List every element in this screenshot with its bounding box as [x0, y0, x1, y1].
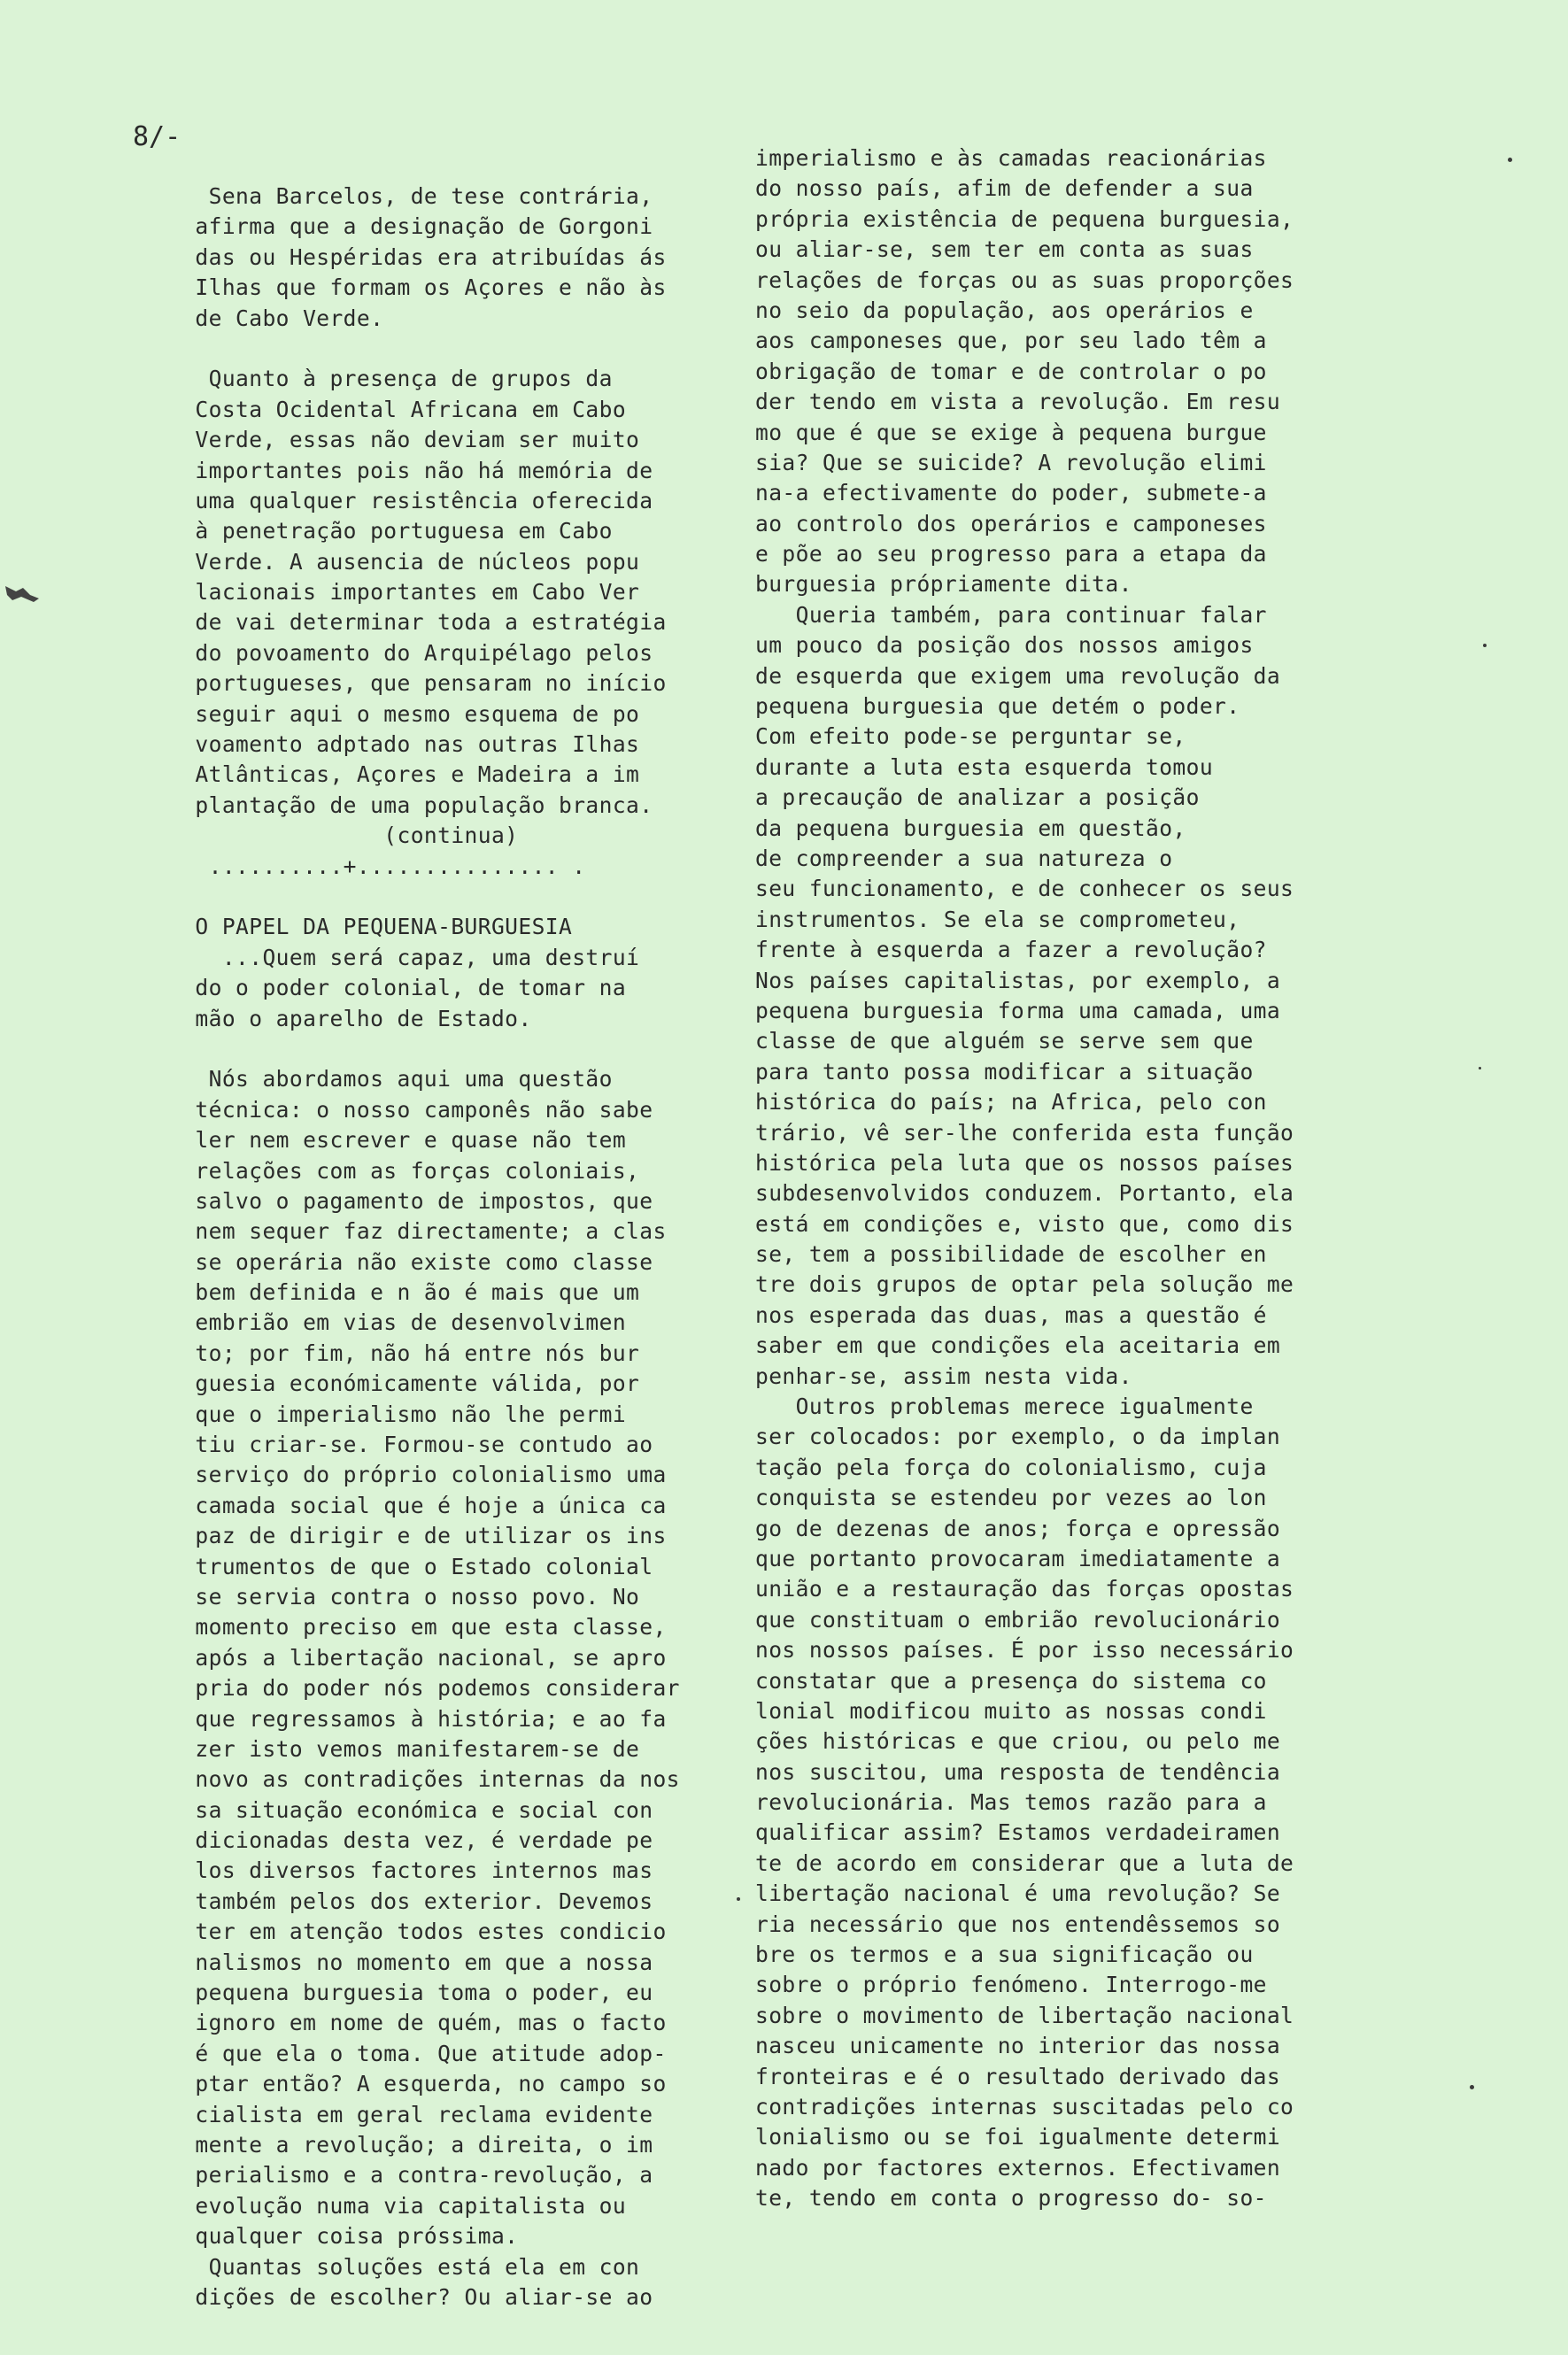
- text-line: lonial modificou muito as nossas condi: [755, 1697, 1267, 1724]
- text-line: evolução numa via capitalista ou: [168, 2192, 627, 2219]
- text-line: da pequena burguesia em questão,: [755, 815, 1186, 841]
- text-line: de esquerda que exigem uma revolução da: [755, 662, 1281, 689]
- text-line: frente à esquerda a fazer a revolução?: [755, 937, 1267, 963]
- text-line: técnica: o nosso camponês não sabe: [168, 1096, 653, 1123]
- text-line: um pouco da posição dos nossos amigos: [755, 632, 1254, 659]
- text-line: ...Quem será capaz, uma destruí: [168, 944, 640, 970]
- text-line: penhar-se, assim nesta vida.: [755, 1363, 1132, 1389]
- text-line: ignoro em nome de quém, mas o facto: [168, 2010, 667, 2036]
- text-line: ria necessário que nos entendêssemos so: [755, 1911, 1281, 1937]
- text-line: qualquer coisa próssima.: [168, 2223, 519, 2250]
- text-line: embrião em vias de desenvolvimen: [168, 1309, 627, 1336]
- text-line: nos esperada das duas, mas a questão é: [755, 1301, 1267, 1328]
- text-line: (continua): [168, 822, 519, 849]
- text-line: ptar então? A esquerda, no campo so: [168, 2071, 667, 2097]
- text-line: to; por fim, não há entre nós bur: [168, 1340, 640, 1366]
- text-line: que o imperialismo não lhe permi: [168, 1401, 627, 1427]
- text-line: [168, 1034, 735, 1064]
- text-line: que regressamos à história; e ao fa: [168, 1705, 667, 1732]
- text-line: de vai determinar toda a estratégia: [168, 609, 667, 636]
- text-line: Verde. A ausencia de núcleos popu: [168, 548, 640, 575]
- text-line: trário, vê ser-lhe conferida esta função: [755, 1119, 1294, 1146]
- text-line: subdesenvolvidos conduzem. Portanto, ela: [755, 1180, 1294, 1207]
- text-line: união e a restauração das forças opostas: [755, 1576, 1294, 1602]
- text-line: nalismos no momento em que a nossa: [168, 1949, 653, 1975]
- text-line: nos nossos países. É por isso necessário: [755, 1637, 1294, 1664]
- text-line: do povoamento do Arquipélago pelos: [168, 639, 653, 666]
- text-line: do o poder colonial, de tomar na: [168, 975, 627, 1001]
- text-line: nos suscitou, uma resposta de tendência: [755, 1758, 1281, 1785]
- text-line: novo as contradições internas da nos: [168, 1766, 680, 1793]
- text-line: própria existência de pequena burguesia,: [755, 205, 1294, 232]
- text-line: Ilhas que formam os Açores e não às: [168, 274, 667, 301]
- text-line: que constituam o embrião revolucionário: [755, 1606, 1281, 1633]
- text-line: do nosso país, afim de defender a sua: [755, 175, 1254, 202]
- text-line: seu funcionamento, e de conhecer os seus: [755, 876, 1294, 902]
- paper-speck: [1479, 1067, 1481, 1069]
- left-text-column: [168, 181, 735, 2313]
- text-line: ou aliar-se, sem ter em conta as suas: [755, 236, 1254, 263]
- text-line: nasceu unicamente no interior das nossa: [755, 2033, 1281, 2059]
- text-line: ..........+............... .: [168, 853, 586, 879]
- text-line: lacionais importantes em Cabo Ver: [168, 579, 640, 606]
- text-line: das ou Hespéridas era atribuídas ás: [168, 243, 667, 270]
- text-line: histórica do país; na Africa, pelo con: [755, 1089, 1267, 1116]
- text-line: relações de forças ou as suas proporções: [755, 266, 1294, 293]
- text-line: [168, 882, 735, 912]
- text-line: também pelos dos exterior. Devemos: [168, 1888, 653, 1914]
- text-line: e põe ao seu progresso para a etapa da: [755, 541, 1267, 568]
- text-line: ler nem escrever e quase não tem: [168, 1127, 627, 1154]
- text-line: paz de dirigir e de utilizar os ins: [168, 1523, 667, 1549]
- text-line: relações com as forças coloniais,: [168, 1157, 640, 1184]
- text-line: Sena Barcelos, de tese contrária,: [168, 183, 653, 209]
- text-line: trumentos de que o Estado colonial: [168, 1553, 653, 1579]
- text-line: constatar que a presença do sistema co: [755, 1667, 1267, 1694]
- text-line: sia? Que se suicide? A revolução elimi: [755, 449, 1267, 475]
- text-line: te, tendo em conta o progresso do- so-: [755, 2185, 1267, 2212]
- text-line: qualificar assim? Estamos verdadeiramen: [755, 1819, 1281, 1846]
- paper-speck: [1470, 2085, 1474, 2089]
- text-line: [168, 334, 735, 364]
- text-line: pria do poder nós podemos considerar: [168, 1675, 680, 1702]
- text-line: mão o aparelho de Estado.: [168, 1005, 532, 1031]
- text-line: de Cabo Verde.: [168, 305, 384, 331]
- text-line: nem sequer faz directamente; a clas: [168, 1218, 667, 1245]
- text-line: instrumentos. Se ela se comprometeu,: [755, 906, 1240, 932]
- text-line: histórica pela luta que os nossos países: [755, 1149, 1294, 1176]
- text-line: los diversos factores internos mas: [168, 1857, 653, 1884]
- text-line: tação pela força do colonialismo, cuja: [755, 1454, 1267, 1480]
- text-line: Nós abordamos aqui uma questão: [168, 1066, 613, 1093]
- text-line: O PAPEL DA PEQUENA-BURGUESIA: [168, 914, 573, 940]
- text-line: libertação nacional é uma revolução? Se: [755, 1880, 1281, 1907]
- text-line: ser colocados: por exemplo, o da implan: [755, 1424, 1281, 1450]
- text-line: dicionadas desta vez, é verdade pe: [168, 1827, 653, 1854]
- text-line: voamento adptado nas outras Ilhas: [168, 731, 640, 758]
- text-line: imperialismo e às camadas reacionárias: [755, 145, 1267, 171]
- text-line: Verde, essas não deviam ser muito: [168, 427, 640, 453]
- text-line: Quanto à presença de grupos da: [168, 366, 613, 392]
- ink-smudge-icon: [4, 577, 41, 607]
- text-line: fronteiras e é o resultado derivado das: [755, 2063, 1281, 2089]
- text-line: bem definida e n ão é mais que um: [168, 1279, 640, 1306]
- text-line: pequena burguesia toma o poder, eu: [168, 1980, 653, 2006]
- text-line: ao controlo dos operários e camponeses: [755, 510, 1267, 537]
- text-line: tiu criar-se. Formou-se contudo ao: [168, 1432, 653, 1458]
- text-line: lonialismo ou se foi igualmente determi: [755, 2124, 1281, 2150]
- text-line: dições de escolher? Ou aliar-se ao: [168, 2283, 653, 2310]
- text-line: conquista se estendeu por vezes ao lon: [755, 1485, 1267, 1511]
- text-line: serviço do próprio colonialismo uma: [168, 1462, 667, 1488]
- text-line: perialismo e a contra-revolução, a: [168, 2162, 653, 2189]
- text-line: sobre o movimento de libertação nacional: [755, 2002, 1294, 2028]
- text-line: de compreender a sua natureza o: [755, 845, 1173, 871]
- text-line: se servia contra o nosso povo. No: [168, 1583, 640, 1610]
- text-line: cialista em geral reclama evidente: [168, 2101, 653, 2127]
- text-line: está em condições e, visto que, como dis: [755, 1210, 1294, 1237]
- text-line: sobre o próprio fenómeno. Interrogo-me: [755, 1972, 1267, 1998]
- text-line: à penetração portuguesa em Cabo: [168, 518, 613, 544]
- text-line: bre os termos e a sua significação ou: [755, 1942, 1254, 1968]
- text-line: plantação de uma população branca.: [168, 791, 653, 818]
- text-line: guesia económicamente válida, por: [168, 1371, 640, 1397]
- paper-speck: [1483, 644, 1487, 647]
- text-line: contradições internas suscitadas pelo co: [755, 2094, 1294, 2120]
- right-text-column: [755, 143, 1428, 2214]
- text-line: mente a revolução; a direita, o im: [168, 2132, 653, 2158]
- text-line: portugueses, que pensaram no início: [168, 670, 667, 697]
- text-line: para tanto possa modificar a situação: [755, 1058, 1254, 1085]
- text-line: Nos países capitalistas, por exemplo, a: [755, 967, 1281, 993]
- text-line: saber em que condições ela aceitaria em: [755, 1332, 1281, 1359]
- text-line: go de dezenas de anos; força e opressão: [755, 1515, 1281, 1541]
- text-line: Queria também, para continuar falar: [755, 601, 1267, 628]
- text-line: zer isto vemos manifestarem-se de: [168, 1735, 640, 1762]
- text-line: revolucionária. Mas temos razão para a: [755, 1789, 1267, 1816]
- text-line: Com efeito pode-se perguntar se,: [755, 723, 1186, 750]
- text-line: Outros problemas merece igualmente: [755, 1394, 1254, 1420]
- text-line: tre dois grupos de optar pela solução me: [755, 1271, 1294, 1298]
- text-line: após a libertação nacional, se apro: [168, 1644, 667, 1671]
- text-line: der tendo em vista a revolução. Em resu: [755, 389, 1281, 415]
- text-line: que portanto provocaram imediatamente a: [755, 1545, 1281, 1571]
- text-line: pequena burguesia que detém o poder.: [755, 693, 1240, 720]
- text-line: momento preciso em que esta classe,: [168, 1614, 667, 1641]
- text-line: se operária não existe como classe: [168, 1248, 653, 1275]
- text-line: é que ela o toma. Que atitude adop-: [168, 2040, 667, 2066]
- text-line: na-a efectivamente do poder, submete-a: [755, 480, 1267, 506]
- text-line: mo que é que se exige à pequena burgue: [755, 419, 1267, 445]
- text-line: a precaução de analizar a posição: [755, 784, 1200, 811]
- text-line: camada social que é hoje a única ca: [168, 1492, 667, 1518]
- text-line: importantes pois não há memória de: [168, 457, 653, 483]
- text-line: sa situação económica e social con: [168, 1796, 653, 1823]
- text-line: ter em atenção todos estes condicio: [168, 1919, 667, 1945]
- text-line: durante a luta esta esquerda tomou: [755, 753, 1214, 780]
- text-line: classe de que alguém se serve sem que: [755, 1028, 1254, 1054]
- text-line: pequena burguesia forma uma camada, uma: [755, 997, 1281, 1023]
- text-line: te de acordo em considerar que a luta de: [755, 1849, 1294, 1876]
- text-line: seguir aqui o mesmo esquema de po: [168, 700, 640, 727]
- text-line: no seio da população, aos operários e: [755, 297, 1254, 323]
- text-line: ções históricas e que criou, ou pelo me: [755, 1728, 1281, 1755]
- text-line: se, tem a possibilidade de escolher en: [755, 1241, 1267, 1268]
- text-line: uma qualquer resistência oferecida: [168, 487, 653, 513]
- text-line: Atlânticas, Açores e Madeira a im: [168, 761, 640, 788]
- text-line: afirma que a designação de Gorgoni: [168, 213, 653, 240]
- text-line: burguesia própriamente dita.: [755, 571, 1132, 598]
- paper-speck: [737, 1897, 740, 1901]
- text-line: nado por factores externos. Efectivamen: [755, 2154, 1281, 2181]
- text-line: Quantas soluções está ela em con: [168, 2253, 640, 2280]
- page-number: 8/-: [133, 121, 182, 152]
- text-line: Costa Ocidental Africana em Cabo: [168, 396, 627, 422]
- paper-speck: [1508, 158, 1512, 162]
- text-line: obrigação de tomar e de controlar o po: [755, 358, 1267, 384]
- text-line: aos camponeses que, por seu lado têm a: [755, 328, 1267, 354]
- text-line: salvo o pagamento de impostos, que: [168, 1187, 653, 1214]
